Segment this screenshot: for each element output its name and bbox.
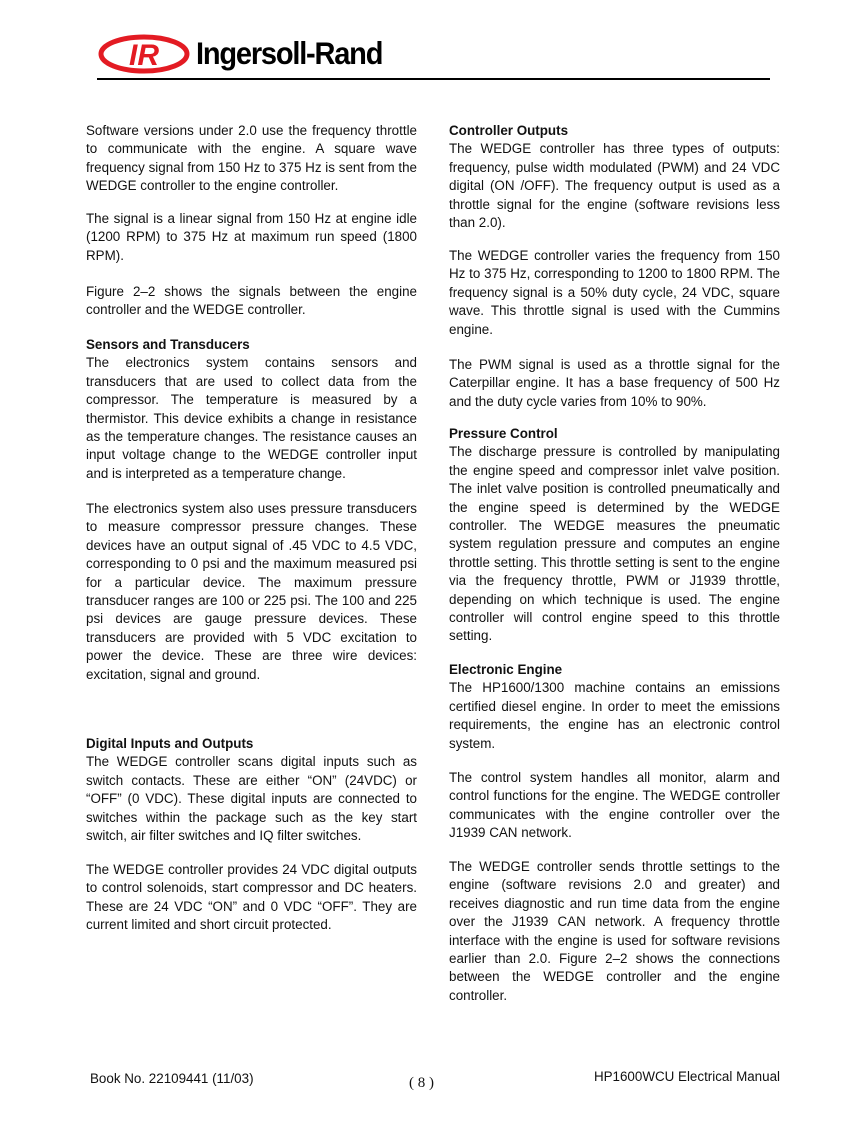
header-rule: [97, 78, 770, 80]
outputs-heading: Controller Outputs: [449, 123, 569, 138]
outputs-section: [449, 122, 780, 232]
pressure-section: [449, 425, 780, 646]
left-para-7: The WEDGE controller provides 24 VDC digital outputs to control solenoids, start compressor and DC heaters. These are 24 VDC “ON” and 0 VDC “OFF”. They are current limited and short circuit protected.: [86, 862, 417, 933]
sensors-heading: Sensors and Transducers: [86, 337, 250, 352]
digital-heading: Digital Inputs and Outputs: [86, 736, 254, 751]
left-para-1: Software versions under 2.0 use the frequency throttle to communicate with the engine. A square wave frequency signal from 150 Hz to 375 Hz is sent from the WEDGE controller to the engine controller.: [86, 123, 417, 194]
engine-para: The HP1600/1300 machine contains an emissions certified diesel engine. In order to meet the emissions requirements, the engine has an electronic control system.: [449, 680, 780, 751]
book-number: Book No. 22109441 (11/03): [90, 1071, 254, 1086]
digital-section: [86, 735, 417, 845]
digital-para: The WEDGE controller scans digital inputs such as switch contacts. These are either “ON” (24VDC) or “OFF” (0 VDC). These digital inputs are connected to switches within the package such as the key start switch, air filter switches and IQ filter switches.: [86, 754, 417, 844]
left-para-5: The electronics system also uses pressure transducers to measure compressor pressure changes. These devices have an output signal of .45 VDC to 4.5 VDC, corresponding to 0 psi and the maximum measured psi for a particular device. The maximum pressure transducer ranges are 100 or 225 psi. The 100 and 225 psi devices are gauge pressure devices. These transducers are provided with 5 VDC excitation to power the device. These are three wire devices: excitation, signal and ground.: [86, 501, 417, 682]
engine-heading: Electronic Engine: [449, 662, 563, 677]
sensors-section: [86, 336, 417, 483]
right-para-6: The control system handles all monitor, alarm and control functions for the engine. The WEDGE controller communicates with the engine controller over the J1939 CAN network.: [449, 770, 780, 841]
right-para-7: The WEDGE controller sends throttle settings to the engine (software revisions 2.0 and greater) and receives diagnostic and run time data from the engine over the J1939 CAN network. A frequency throttle interface with the engine is used for software revisions earlier than 2.0. Figure 2–2 shows the connections between the WEDGE controller and the engine controller.: [449, 859, 780, 1003]
ingersoll-rand-logo: [98, 34, 382, 74]
pressure-heading: Pressure Control: [449, 426, 558, 441]
left-para-2: The signal is a linear signal from 150 Hz at engine idle (1200 RPM) to 375 Hz at maximum run speed (1800 RPM).: [86, 211, 417, 263]
brand-name: Ingersoll-Rand: [196, 35, 383, 72]
svg-text:IR: IR: [129, 39, 159, 72]
ir-logo-icon: [98, 34, 190, 74]
outputs-para: The WEDGE controller has three types of outputs: frequency, pulse width modulated (PWM) and 24 VDC digital (ON /OFF). The frequency output is used as a throttle signal for the engine (software revisions less than 2.0).: [449, 141, 780, 231]
right-para-3: The PWM signal is used as a throttle signal for the Caterpillar engine. It has a base frequency of 500 Hz and the duty cycle varies from 10% to 90%.: [449, 357, 780, 409]
pressure-para: The discharge pressure is controlled by manipulating the engine speed and compressor inlet valve position. The inlet valve position is controlled pneumatically and the engine speed is determined by the WEDGE controller. The WEDGE measures the pneumatic system regulation pressure and computes an engine throttle setting. This throttle setting is sent to the engine via the frequency throttle, PWM or J1939 throttle, depending on which technique is used. The engine controller will control engine speed to this throttle setting.: [449, 444, 780, 644]
left-para-3: Figure 2–2 shows the signals between the engine controller and the WEDGE controller.: [86, 284, 417, 318]
page-number: ( 8 ): [409, 1075, 434, 1091]
manual-title: HP1600WCU Electrical Manual: [593, 1069, 780, 1084]
engine-section: [449, 661, 780, 753]
right-para-2: The WEDGE controller varies the frequency from 150 Hz to 375 Hz, corresponding to 1200 to 1800 RPM. The frequency signal is a 50% duty cycle, 24 VDC, square wave. This throttle signal is used with the Cummins engine.: [449, 248, 780, 337]
sensors-para: The electronics system contains sensors and transducers that are used to collect data from the compressor. The temperature is measured by a thermistor. This device exhibits a change in resistance as the temperature changes. The resistance causes an input voltage change to the WEDGE controller input and is interpreted as a temperature change.: [86, 355, 417, 481]
